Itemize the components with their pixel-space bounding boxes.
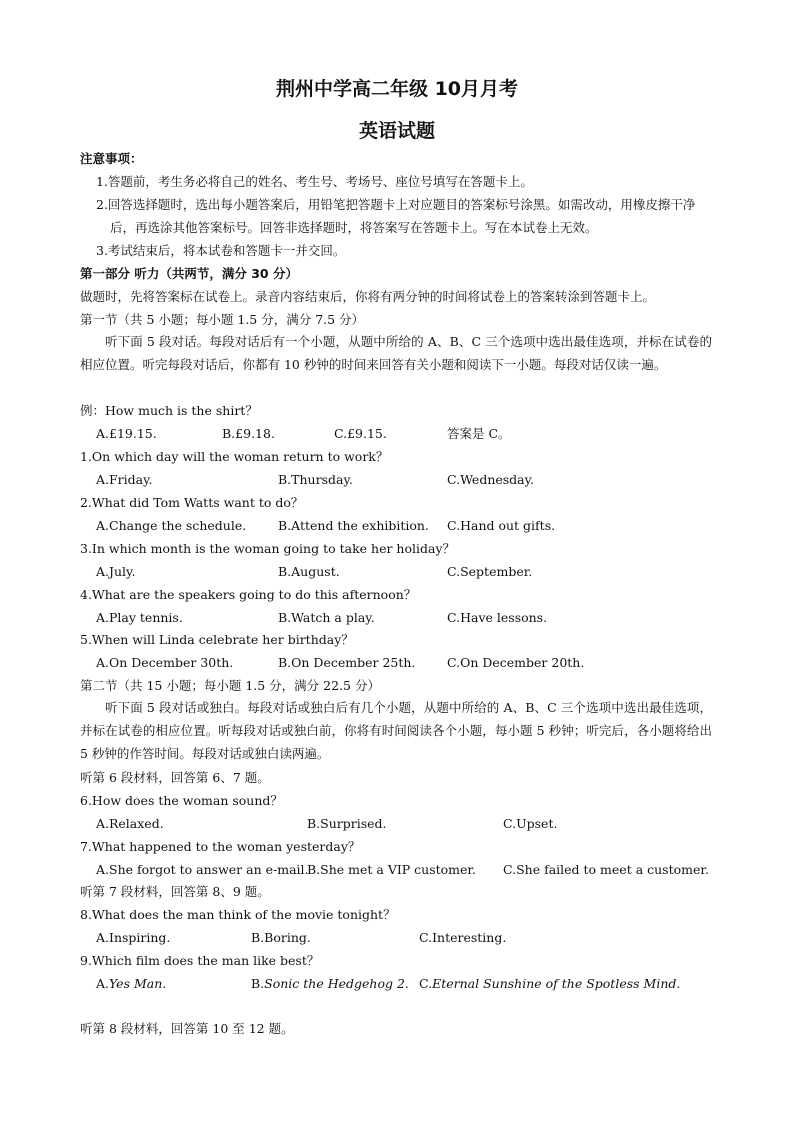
q6-option-c: C.Upset. — [503, 816, 558, 831]
q9-option-a-title: Yes Man. — [109, 976, 167, 991]
q6-option-a: A.Relaxed. — [96, 816, 164, 831]
q1-option-b: B.Thursday. — [278, 472, 353, 487]
question-6: 6.How does the woman sound？ — [80, 793, 283, 808]
q2-option-b: B.Attend the exhibition. — [278, 518, 429, 533]
q9-option-b-prefix: B. — [251, 976, 265, 991]
question-5: 5.When will Linda celebrate her birthday？ — [80, 632, 354, 647]
notice-item-3: 3.考试结束后，将本试卷和答题卡一并交回。 — [96, 243, 346, 258]
q9-option-c — [419, 976, 680, 992]
part1-intro: 做题时，先将答案标在试卷上。录音内容结束后，你将有两分钟的时间将试卷上的答案转涂到答题卡上。 — [80, 289, 656, 304]
section1-instructions: 听下面 5 段对话。每段对话后有一个小题，从题中所给的 A、B、C 三个选项中选出最佳选项，并标在试卷的相应位置。听完每段对话后，你都有 10 秒钟的时间来回答有关小题和阅读下一小题。每段对话仅读一遍。 — [80, 334, 712, 372]
material-8-instruction: 听第 8 段材料，回答第 10 至 12 题。 — [80, 1021, 294, 1036]
section2-heading: 第二节（共 15 小题；每小题 1.5 分，满分 22.5 分） — [80, 678, 380, 693]
example-answer: 答案是 C。 — [447, 426, 511, 441]
q7-option-b: B.She met a VIP customer. — [307, 862, 477, 877]
notice-item-1: 1.答题前，考生务必将自己的姓名、考生号、考场号、座位号填写在答题卡上。 — [96, 174, 533, 189]
notice-heading: 注意事项： — [80, 151, 143, 166]
question-4: 4.What are the speakers going to do this afternoon？ — [80, 587, 417, 602]
part1-heading: 第一部分 听力（共两节，满分 30 分） — [80, 266, 298, 281]
exam-title: 荆州中学高二年级 10月月考 — [275, 78, 519, 100]
q9-option-b — [251, 976, 409, 992]
q8-option-a: A.Inspiring. — [96, 930, 171, 945]
exam-subtitle: 英语试题 — [358, 120, 435, 142]
question-2: 2.What did Tom Watts want to do？ — [80, 495, 304, 510]
section2-instructions: 听下面 5 段对话或独白。每段对话或独白后有几个小题，从题中所给的 A、B、C 三个选项中选出最佳选项，并标在试卷的相应位置。听每段对话或独白前，你将有时间阅读各个小题，每小题 5 秒钟；听完后，各小题将给出 5 秒钟的作答时间。每段对话或独白读两遍。 — [80, 700, 712, 761]
q7-option-a: A.She forgot to answer an e-mail. — [96, 862, 309, 877]
section1-heading: 第一节（共 5 小题；每小题 1.5 分，满分 7.5 分） — [80, 312, 365, 327]
q6-option-b: B.Surprised. — [307, 816, 387, 831]
q4-option-b: B.Watch a play. — [278, 610, 375, 625]
question-7: 7.What happened to the woman yesterday？ — [80, 839, 361, 854]
q5-option-b: B.On December 25th. — [278, 655, 416, 670]
q4-option-c: C.Have lessons. — [447, 610, 548, 625]
question-9: 9.Which film does the man like best？ — [80, 953, 320, 968]
q9-option-c-prefix: C. — [419, 976, 433, 991]
example-option-c: C.£9.15. — [334, 426, 387, 441]
q9-option-a-prefix: A. — [96, 976, 110, 991]
question-8: 8.What does the man think of the movie tonight？ — [80, 907, 396, 922]
example-option-a: A.£19.15. — [96, 426, 157, 441]
q3-option-c: C.September. — [447, 564, 533, 579]
question-1: 1.On which day will the woman return to work？ — [80, 449, 389, 464]
q5-option-c: C.On December 20th. — [447, 655, 585, 670]
q8-option-b: B.Boring. — [251, 930, 311, 945]
q8-option-c: C.Interesting. — [419, 930, 507, 945]
q1-option-c: C.Wednesday. — [447, 472, 535, 487]
q4-option-a: A.Play tennis. — [96, 610, 183, 625]
notice-item-2: 2.回答选择题时，选出每小题答案后，用铅笔把答题卡上对应题目的答案标号涂黑。如需改动，用橡皮擦干净后，再选涂其他答案标号。回答非选择题时，将答案写在答题卡上。写在本试卷上无效。 — [96, 197, 696, 235]
material-7-instruction: 听第 7 段材料，回答第 8、9 题。 — [80, 884, 270, 899]
question-3: 3.In which month is the woman going to take her holiday？ — [80, 541, 456, 556]
q9-option-b-title: Sonic the Hedgehog 2. — [264, 976, 409, 991]
q9-option-a — [96, 976, 166, 992]
material-6-instruction: 听第 6 段材料，回答第 6、7 题。 — [80, 770, 270, 785]
q9-option-c-title: Eternal Sunshine of the Spotless Mind — [432, 976, 677, 991]
q3-option-a: A.July. — [96, 564, 136, 579]
q7-option-c: C.She failed to meet a customer. — [503, 862, 709, 877]
q3-option-b: B.August. — [278, 564, 340, 579]
example-question: 例：How much is the shirt？ — [80, 403, 258, 418]
q9-option-c-suffix: . — [676, 976, 681, 991]
q1-option-a: A.Friday. — [96, 472, 153, 487]
example-option-b: B.£9.18. — [222, 426, 275, 441]
q5-option-a: A.On December 30th. — [96, 655, 234, 670]
q2-option-c: C.Hand out gifts. — [447, 518, 556, 533]
q2-option-a: A.Change the schedule. — [96, 518, 247, 533]
